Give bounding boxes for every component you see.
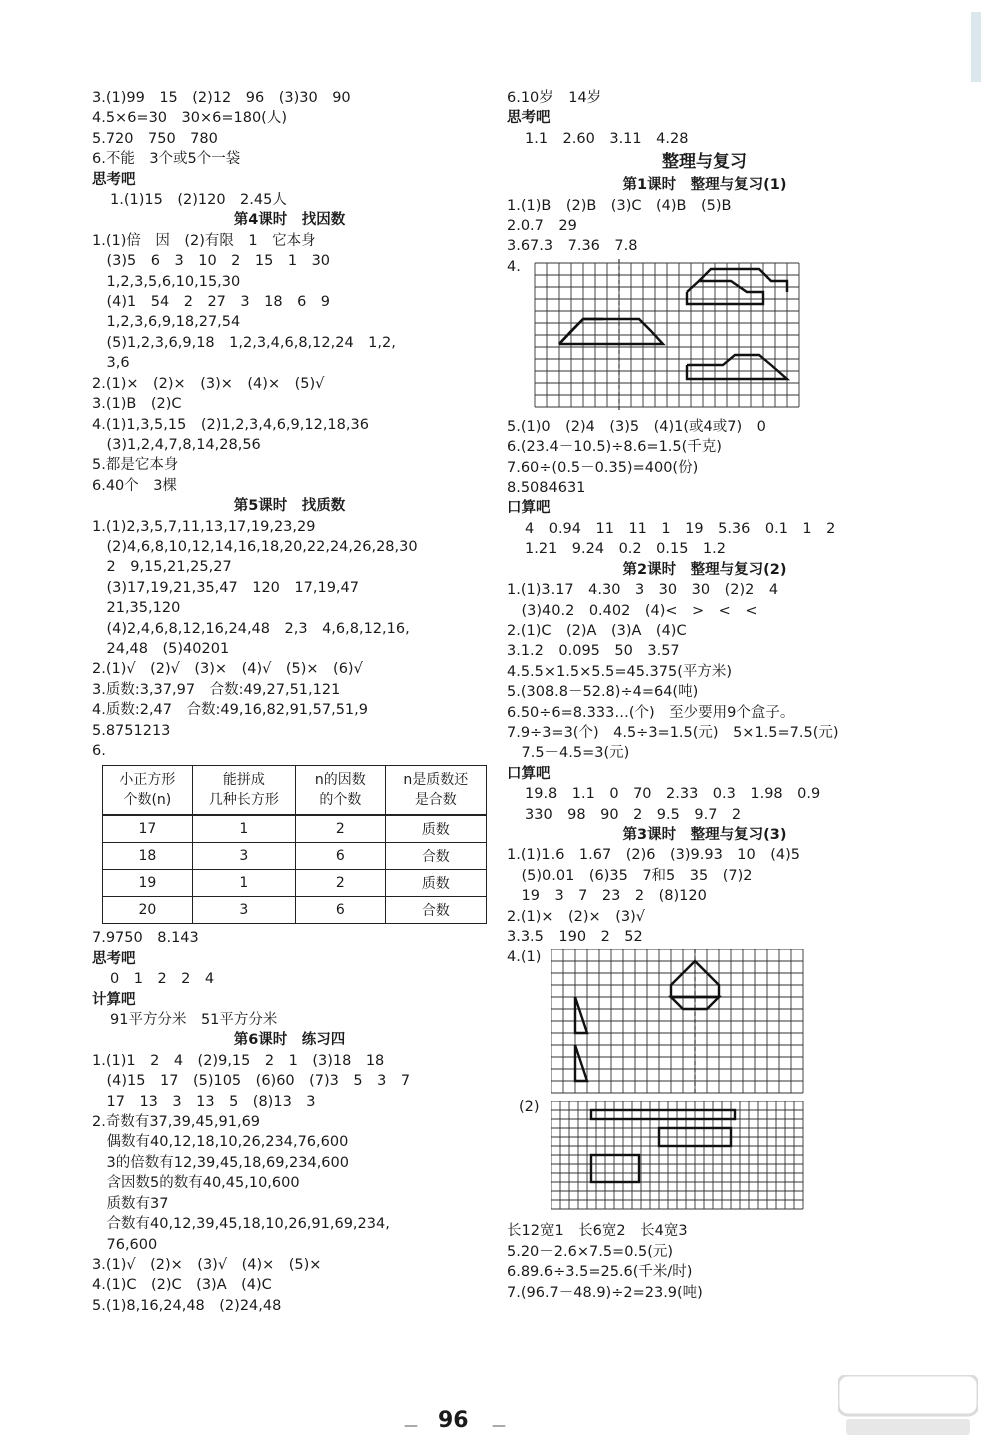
- table-row: [103, 870, 487, 897]
- rectangle-answer: 长12宽1 长6宽2 长4宽3: [507, 1223, 688, 1240]
- answer-line: 2.0.7 29: [507, 218, 577, 235]
- question-number: 4.: [507, 258, 521, 275]
- answer-line: 4.5.5×1.5×5.5=45.375(平方米): [507, 663, 733, 680]
- answer-line: 3.(1)99 15 (2)12 96 (3)30 90: [92, 90, 351, 106]
- table-cell: 2: [296, 870, 386, 897]
- table-row: [103, 897, 487, 924]
- page-dash: —: [492, 1418, 506, 1434]
- table-header-cell: n的因数 的个数: [296, 766, 386, 816]
- answer-line: 1.(1)1 2 4 (2)9,15 2 1 (3)18 18: [92, 1052, 385, 1069]
- answer-line: 4.(1)C (2)C (3)A (4)C: [92, 1277, 272, 1294]
- table-header-row: [103, 766, 487, 816]
- grid-lines: [551, 1101, 803, 1209]
- answer-line: 5.20－2.6×7.5=0.5(元): [507, 1243, 674, 1260]
- answer-line: 3.67.3 7.36 7.8: [507, 238, 638, 255]
- rectangle-grid-figure: [551, 1101, 805, 1219]
- answer-line: 3,6: [92, 355, 130, 372]
- answer-line: 24,48 (5)40201: [92, 640, 230, 657]
- page-dash: —: [404, 1418, 418, 1434]
- answer-line: 3.(1)B (2)C: [92, 396, 182, 413]
- answer-line: 2.奇数有37,39,45,91,69: [92, 1114, 261, 1131]
- think-section-label: 思考吧: [92, 950, 136, 967]
- answer-line: 质数有37: [92, 1195, 169, 1212]
- think-answer: 0 1 2 2 4: [110, 971, 215, 988]
- rotation-grid-figure: [551, 949, 805, 1095]
- shape-stroke: [687, 281, 763, 304]
- answer-line: 76,600: [92, 1236, 158, 1253]
- answer-line: 7.5－4.5=3(元): [507, 745, 630, 762]
- answer-line: 4.5×6=30 30×6=180(人): [92, 110, 287, 127]
- review-3-title: 第3课时 整理与复习(3): [622, 826, 787, 843]
- answer-line: 1.(1)3.17 4.30 3 30 30 (2)2 4: [507, 582, 779, 599]
- answer-line: 3.质数:3,37,97 合数:49,27,51,121: [92, 681, 341, 698]
- page-number: 96: [438, 1408, 469, 1433]
- grid-lines: [535, 263, 799, 407]
- grid-lines: [551, 949, 803, 1093]
- answer-line: 3的倍数有12,39,45,18,69,234,600: [92, 1154, 349, 1171]
- answer-line: (3)1,2,4,7,8,14,28,56: [92, 436, 261, 453]
- answer-line: 6.10岁 14岁: [507, 90, 602, 106]
- table-cell: 1: [192, 870, 295, 897]
- right-answer-column: [507, 88, 902, 1303]
- answer-line: 2.(1)√ (2)√ (3)× (4)√ (5)× (6)√: [92, 661, 363, 678]
- review-2-title: 第2课时 整理与复习(2): [622, 561, 787, 578]
- answer-line: 2 9,15,21,25,27: [92, 559, 232, 576]
- answer-line: 19 3 7 23 2 (8)120: [507, 888, 707, 905]
- table-header-cell: n是质数还 是合数: [385, 766, 486, 816]
- answer-line: 8.5084631: [507, 480, 586, 497]
- oral-answer: 4 0.94 11 11 1 19 5.36 0.1 1 2: [525, 520, 836, 537]
- think-section-label: 思考吧: [507, 110, 551, 127]
- question-number: 4.(1): [507, 949, 542, 966]
- answer-line: 合数有40,12,39,45,18,10,26,91,69,234,: [92, 1216, 390, 1233]
- answer-line: (5)1,2,3,6,9,18 1,2,3,4,6,8,12,24 1,2,: [92, 334, 396, 351]
- think-answer: 1.(1)15 (2)120 2.45人: [110, 192, 287, 209]
- lesson-4-title: 第4课时 找因数: [233, 212, 346, 229]
- lesson-5-title: 第5课时 找质数: [233, 498, 346, 515]
- table-row: [103, 843, 487, 870]
- answer-line: 1.(1)B (2)B (3)C (4)B (5)B: [507, 197, 732, 214]
- oral-section-label: 口算吧: [507, 765, 551, 782]
- answer-line: 6.(23.4－10.5)÷8.6=1.5(千克): [507, 439, 722, 456]
- symmetry-grid-figure: [531, 259, 807, 417]
- answer-line: 3.1.2 0.095 50 3.57: [507, 643, 680, 660]
- answer-line: 7.9750 8.143: [92, 930, 199, 947]
- answer-line: 1,2,3,6,9,18,27,54: [92, 314, 241, 331]
- calc-section-label: 计算吧: [92, 991, 136, 1008]
- table-header-cell: 小正方形 个数(n): [103, 766, 193, 816]
- answer-line: 17 13 3 13 5 (8)13 3: [92, 1093, 316, 1110]
- answer-line: 2.(1)× (2)× (3)√: [507, 908, 645, 925]
- answer-line: 21,35,120: [92, 600, 181, 617]
- answer-line: 5.720 750 780: [92, 130, 218, 147]
- answer-line: (3)5 6 3 10 2 15 1 30: [92, 253, 331, 270]
- answer-line: 1.(1)倍 因 (2)有限 1 它本身: [92, 232, 316, 249]
- answer-line: 2.(1)× (2)× (3)× (4)× (5)√: [92, 375, 325, 392]
- table-cell: 3: [192, 897, 295, 924]
- watermark-logo: [838, 1375, 978, 1437]
- oral-answer: 330 98 90 2 9.5 9.7 2: [525, 806, 742, 823]
- answer-line: 1,2,3,5,6,10,15,30: [92, 273, 241, 290]
- left-answer-column: [92, 88, 487, 1316]
- lesson-5-answers: [92, 517, 487, 762]
- shape-stroke: [575, 997, 587, 1033]
- answer-line: 含因数5的数有40,45,10,600: [92, 1175, 300, 1192]
- page-edge-mark: [965, 12, 993, 82]
- answer-line: 6.: [92, 743, 106, 759]
- answer-line: (3)17,19,21,35,47 120 17,19,47: [92, 579, 359, 596]
- answer-line: (5)0.01 (6)35 7和5 35 (7)2: [507, 867, 753, 884]
- shape-stroke: [575, 1045, 587, 1081]
- answer-line: 6.40个 3棵: [92, 477, 178, 494]
- answer-line: 4.质数:2,47 合数:49,16,82,91,57,51,9: [92, 702, 368, 719]
- answer-line: (4)1 54 2 27 3 18 6 9: [92, 294, 331, 311]
- answer-line: (4)15 17 (5)105 (6)60 (7)3 5 3 7: [92, 1073, 411, 1090]
- review-1-title: 第1课时 整理与复习(1): [622, 177, 787, 194]
- answer-line: 1.(1)1.6 1.67 (2)6 (3)9.93 10 (4)5: [507, 847, 801, 864]
- lesson-6-answers: [92, 1051, 487, 1316]
- table-cell: 合数: [385, 897, 486, 924]
- answer-line: 6.89.6÷3.5=25.6(千米/时): [507, 1264, 693, 1281]
- answer-line: 4.(1)1,3,5,15 (2)1,2,3,4,6,9,12,18,36: [92, 416, 369, 433]
- table-cell: 3: [192, 843, 295, 870]
- lesson-6-title: 第6课时 练习四: [233, 1032, 346, 1049]
- factor-table: [102, 765, 487, 924]
- answer-line: 5.都是它本身: [92, 457, 179, 474]
- table-cell: 6: [296, 843, 386, 870]
- answer-line: (4)2,4,6,8,12,16,24,48 2,3 4,6,8,12,16,: [92, 620, 410, 637]
- oral-answer: 1.21 9.24 0.2 0.15 1.2: [525, 541, 726, 558]
- table-cell: 质数: [385, 815, 486, 843]
- lesson-4-answers: [92, 231, 487, 496]
- answer-line: 6.不能 3个或5个一袋: [92, 151, 241, 168]
- think-answer: 1.1 2.60 3.11 4.28: [525, 130, 689, 147]
- answer-line: 7.60÷(0.5－0.35)=400(份): [507, 459, 699, 476]
- table-cell: 2: [296, 815, 386, 843]
- table-cell: 18: [103, 843, 193, 870]
- answer-line: (3)40.2 0.402 (4)< > < <: [507, 602, 758, 619]
- symmetry-grid-block: [507, 257, 902, 417]
- table-row: [103, 815, 487, 843]
- answer-line: 5.(1)0 (2)4 (3)5 (4)1(或4或7) 0: [507, 418, 766, 435]
- answer-line: 5.(1)8,16,24,48 (2)24,48: [92, 1297, 282, 1314]
- answer-line: 2.(1)C (2)A (3)A (4)C: [507, 622, 687, 639]
- answer-line: 7.(96.7－48.9)÷2=23.9(吨): [507, 1284, 703, 1301]
- table-header-cell: 能拼成 几种长方形: [192, 766, 295, 816]
- think-section-label: 思考吧: [92, 171, 136, 188]
- question-number: (2): [519, 1099, 540, 1116]
- table-cell: 19: [103, 870, 193, 897]
- answer-line: 5.8751213: [92, 722, 171, 739]
- table-cell: 6: [296, 897, 386, 924]
- answer-line: 1.(1)2,3,5,7,11,13,17,19,23,29: [92, 518, 316, 535]
- rotation-grid-block: [507, 947, 902, 1097]
- answer-line: 6.50÷6=8.333…(个) 至少要用9个盒子。: [507, 704, 795, 721]
- table-cell: 合数: [385, 843, 486, 870]
- answer-line: (2)4,6,8,10,12,14,16,18,20,22,24,26,28,30: [92, 538, 418, 555]
- rectangle-grid-block: [507, 1097, 902, 1221]
- oral-section-label: 口算吧: [507, 500, 551, 517]
- table-cell: 17: [103, 815, 193, 843]
- answer-line: 3.3.5 190 2 52: [507, 929, 643, 945]
- table-cell: 20: [103, 897, 193, 924]
- oral-answer: 19.8 1.1 0 70 2.33 0.3 1.98 0.9: [525, 786, 821, 803]
- calc-answer: 91平方分米 51平方分米: [110, 1012, 278, 1029]
- table-cell: 1: [192, 815, 295, 843]
- answer-line: 7.9÷3=3(个) 4.5÷3=1.5(元) 5×1.5=7.5(元): [507, 724, 839, 741]
- chapter-title: 整理与复习: [662, 152, 747, 173]
- answer-line: 3.(1)√ (2)× (3)√ (4)× (5)×: [92, 1256, 322, 1273]
- answer-line: 偶数有40,12,18,10,26,234,76,600: [92, 1134, 349, 1151]
- table-cell: 质数: [385, 870, 486, 897]
- answer-line: 5.(308.8－52.8)÷4=64(吨): [507, 684, 699, 701]
